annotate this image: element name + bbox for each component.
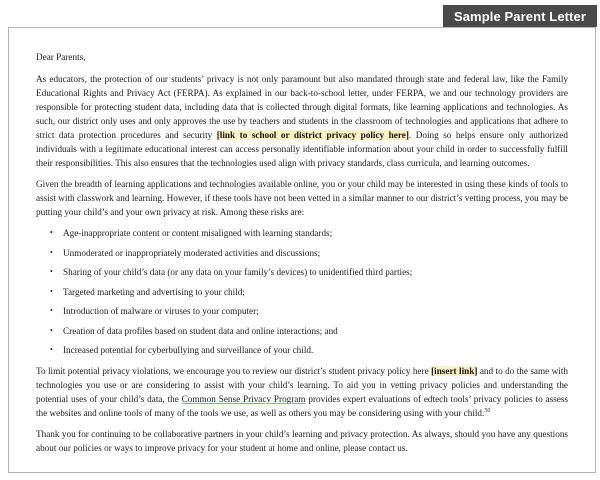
- list-item: [36, 324, 568, 338]
- bullet-icon: •: [50, 247, 53, 257]
- ferpa-text-before: As educators, the protection of our students’ privacy is not only paramount but also mandated through state and federal law, like the Family Educational Rights and Privacy Act (FERPA). As explained in our back-to-school letter, under FERPA, we and our technology providers are responsible for protecting student data, including data that is collected through digital formats, like learning applications and technologies. As such, our district only uses and only approves the use by teachers and students in the classroom of technologies and applications that adhere to strict data protection procedures and security: [36, 74, 568, 140]
- sample-parent-letter-tab: [443, 5, 597, 27]
- privacy-policy-link-placeholder: [link to school or district privacy policy here]: [216, 130, 409, 140]
- review-text-mid: and to do the same with technologies you use or are considering to assist with your child’s learning. To aid you in vetting privacy policies and understanding the potential uses of your child’s data, the: [36, 366, 568, 404]
- ferpa-text-after: . Doing so helps ensure only authorized individuals with a legitimate educational interest can access personally identifiable information about your child in order to successfully fulfill their responsibilities. This also ensures that the technologies used align with privacy standards, class curricula, and learning outcomes.: [36, 130, 568, 168]
- list-item: [36, 226, 568, 240]
- risks-intro-paragraph: Given the breadth of learning applications and technologies available online, you or your child may be interested in using these kinds of tools to assist with classwork and learning. However, if these tools have not been vetted in a similar manner to our district’s vetting process, you may be putting your child’s and your own privacy at risk. Among these risks are:: [36, 179, 568, 217]
- list-item: [36, 265, 568, 279]
- common-sense-privacy-program-link[interactable]: Common Sense Privacy Program: [181, 394, 306, 404]
- list-item: [36, 304, 568, 318]
- closing-paragraph: Thank you for continuing to be collaborative partners in your child’s learning and privacy protection. As always, should you have any questions about our policies or ways to improve privacy for your student at home and online, please contact us.: [36, 429, 568, 453]
- bullet-icon: •: [50, 325, 53, 335]
- risk-item-text: Introduction of malware or viruses to your computer;: [63, 306, 259, 316]
- bullet-icon: •: [50, 345, 53, 354]
- review-text-before: To limit potential privacy violations, we encourage you to review our district’s student privacy policy here: [36, 366, 432, 376]
- letter-page: [8, 27, 596, 473]
- list-item: [36, 343, 568, 357]
- salutation: Dear Parents,: [36, 52, 86, 62]
- ferpa-paragraph: [36, 72, 568, 170]
- bullet-icon: •: [50, 306, 53, 315]
- tab-label: Sample Parent Letter: [453, 9, 586, 24]
- review-paragraph: [36, 364, 568, 420]
- risk-item-text: Age-inappropriate content or content misaligned with learning standards;: [63, 228, 333, 238]
- risk-list: [36, 226, 568, 357]
- review-text-after: provides expert evaluations of edtech tools’ privacy policies to assess the websites and online tools of many of the tools we use, as well as others you may be considering using with your child.: [36, 394, 568, 418]
- risk-item-text: Sharing of your child’s data (or any data on your family’s devices) to unidentified third parties;: [63, 267, 413, 277]
- footnote-marker: 50: [484, 407, 491, 414]
- bullet-icon: •: [50, 228, 53, 237]
- bullet-icon: •: [50, 286, 53, 296]
- risk-item-text: Creation of data profiles based on student data and online interactions; and: [63, 325, 338, 336]
- risk-item-text: Increased potential for cyberbullying and surveillance of your child.: [63, 345, 314, 355]
- risk-item-text: Unmoderated or inappropriately moderated activities and discussions;: [63, 247, 321, 258]
- bullet-icon: •: [50, 267, 53, 276]
- list-item: [36, 246, 568, 260]
- risk-item-text: Targeted marketing and advertising to your child;: [63, 286, 245, 297]
- insert-link-placeholder: [insert link]: [431, 366, 478, 376]
- list-item: [36, 285, 568, 299]
